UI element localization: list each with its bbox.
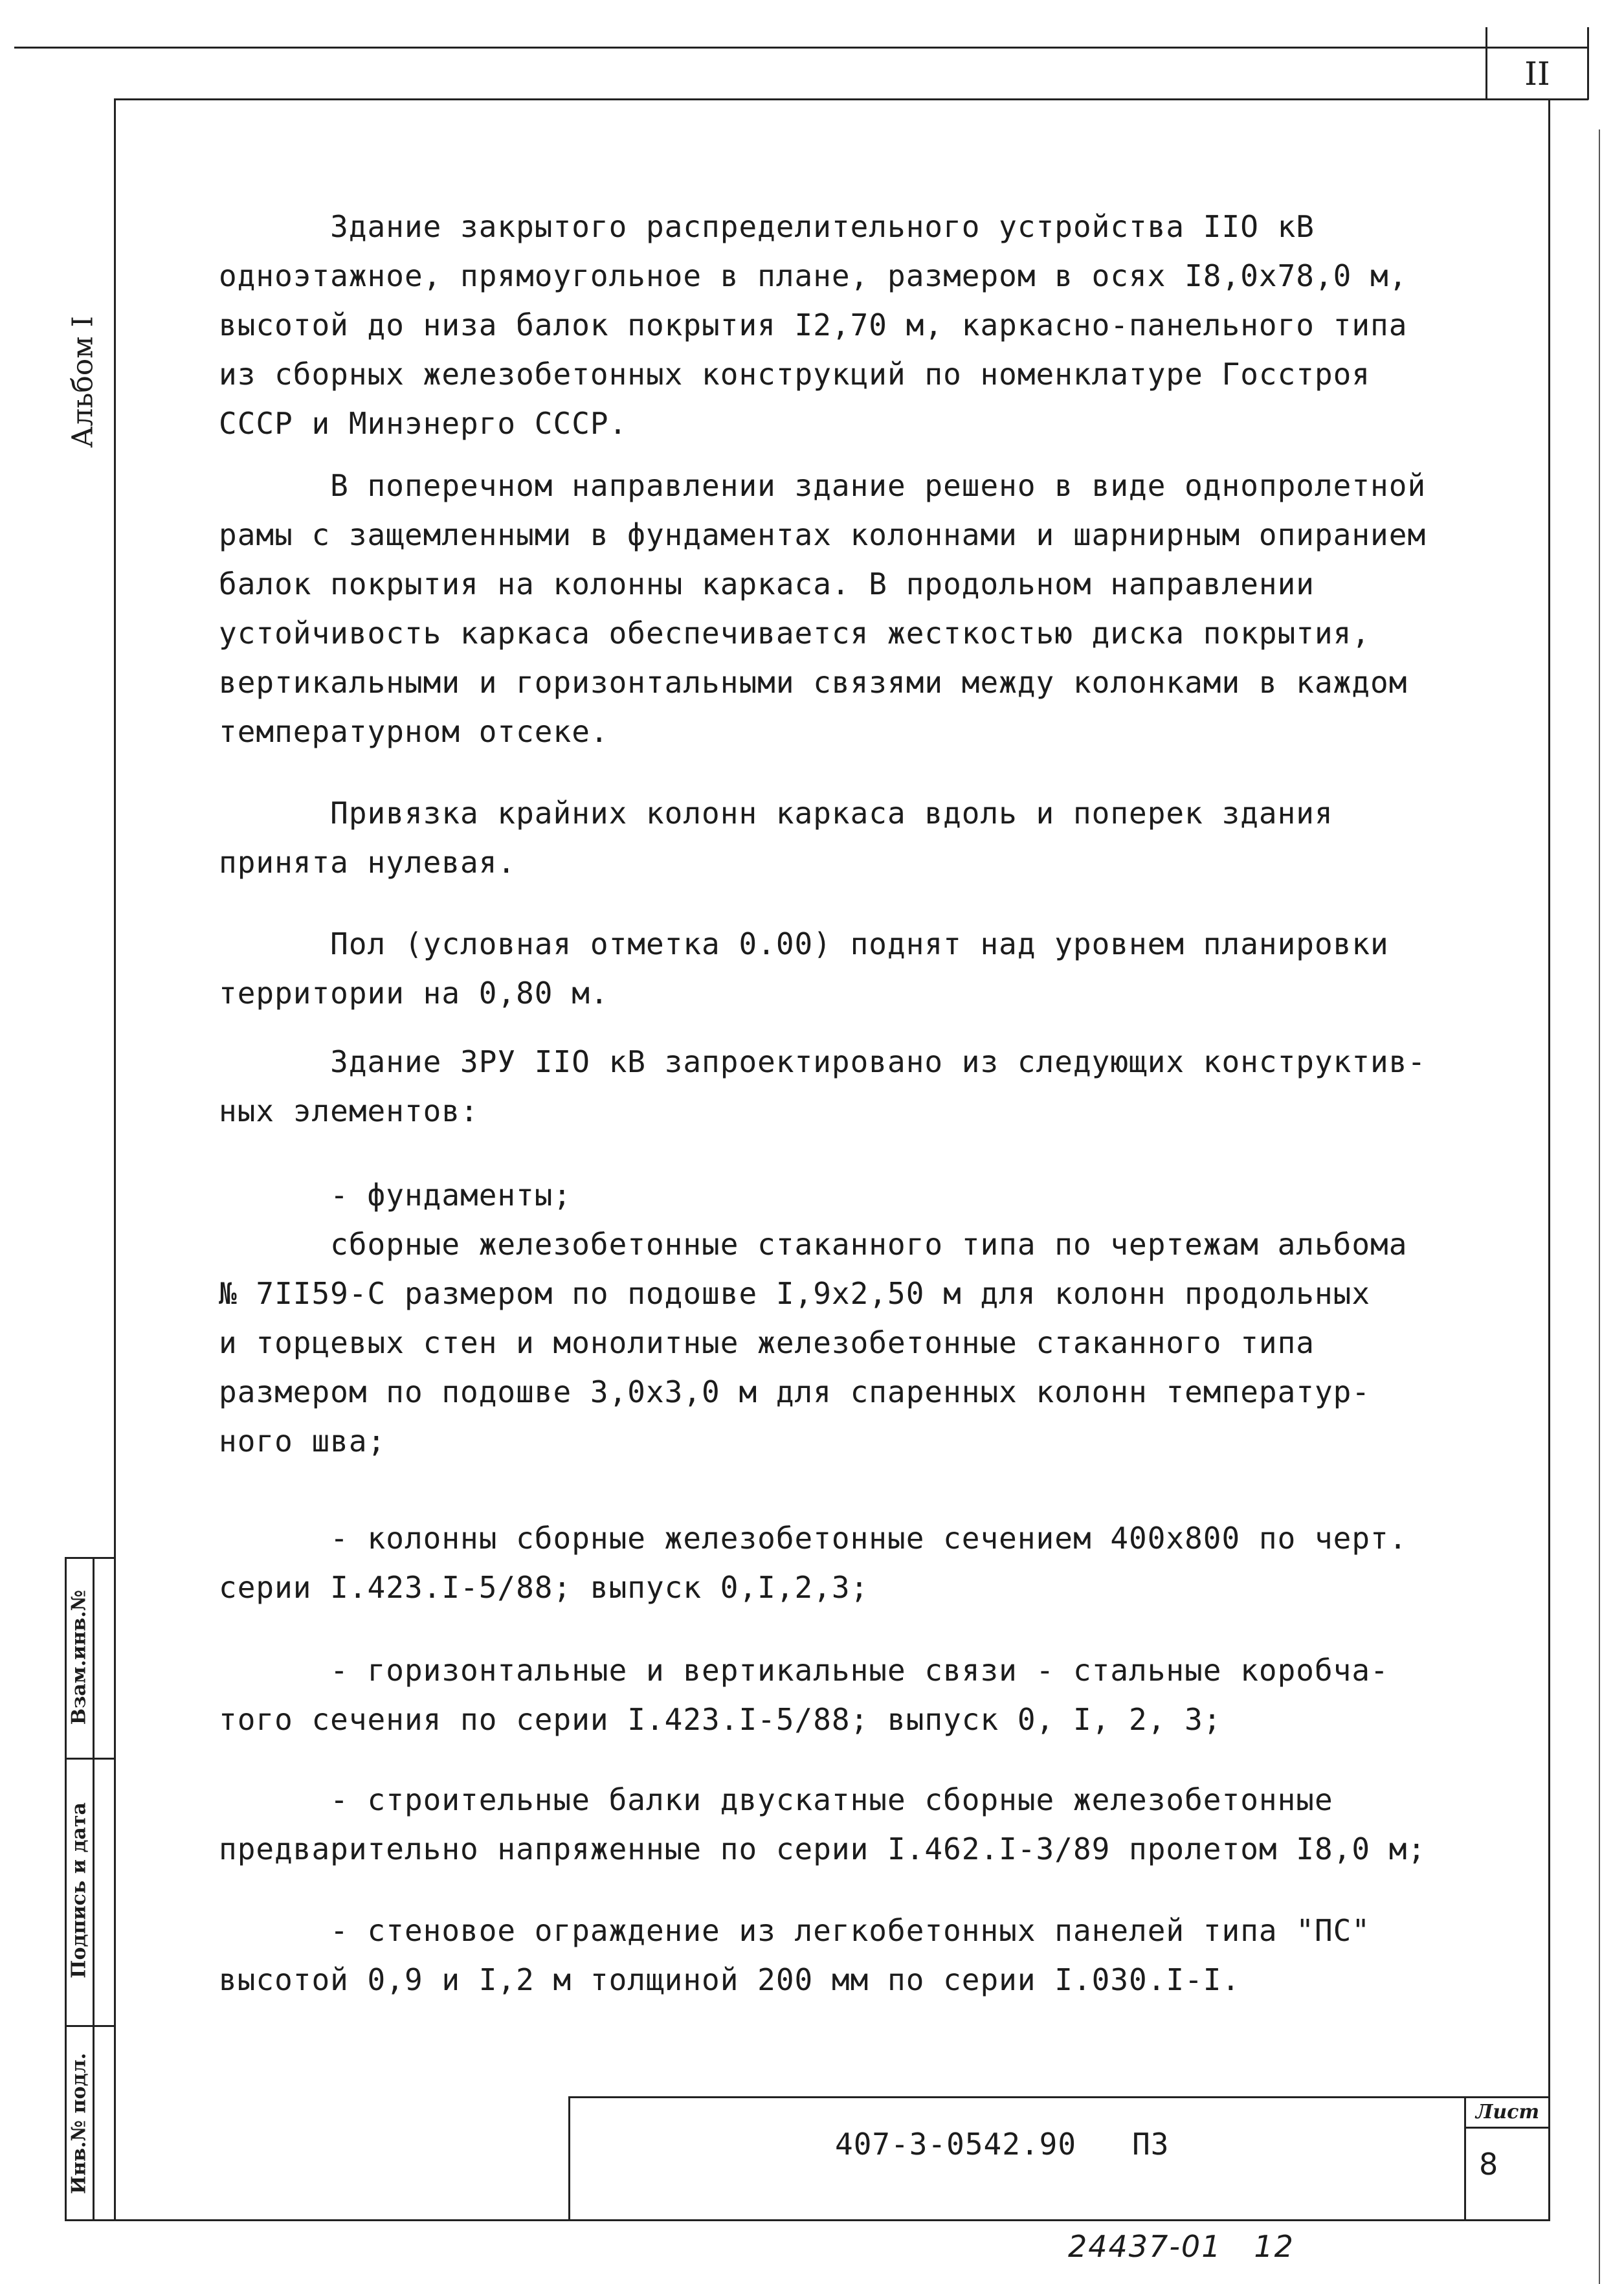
sheet-number: 8 bbox=[1479, 2147, 1498, 2182]
text-line: предварительно напряженные по серии I.462.I-3/89 пролетом I8,0 м; bbox=[219, 1831, 1427, 1866]
stamp-label-original-inv: Инв.№ подл. bbox=[67, 2052, 91, 2195]
text-line: Здание ЗРУ IIO кВ запроектировано из следующих конструктив- bbox=[219, 1044, 1427, 1079]
text-line: серии I.423.I-5/88; выпуск 0,I,2,3; bbox=[219, 1570, 869, 1605]
text-line: температурном отсеке. bbox=[219, 714, 609, 749]
text-line: сборные железобетонные стаканного типа по чертежам альбома bbox=[219, 1227, 1408, 1262]
text-line: высотой 0,9 и I,2 м толщиной 200 мм по серии I.030.I-I. bbox=[219, 1962, 1241, 1997]
text-line: высотой до низа балок покрытия I2,70 м, каркасно-панельного типа bbox=[219, 308, 1408, 342]
title-block-left bbox=[568, 2096, 570, 2221]
text-line: - стеновое ограждение из легкобетонных панелей типа "ПС" bbox=[219, 1913, 1371, 1948]
text-line: территории на 0,80 м. bbox=[219, 976, 609, 1011]
text-line: устойчивость каркаса обеспечивается жесткостью диска покрытия, bbox=[219, 616, 1371, 651]
text-line: СССР и Минэнерго СССР. bbox=[219, 406, 628, 441]
handwritten-inventory-number: 24437-01 12 bbox=[1068, 2229, 1295, 2264]
text-line: В поперечном направлении здание решено в виде однопролетной bbox=[219, 468, 1427, 503]
text-line: Пол (условная отметка 0.00) поднят над уровнем планировки bbox=[219, 926, 1389, 961]
text-line: Привязка крайних колонн каркаса вдоль и поперек здания bbox=[219, 796, 1333, 831]
text-line: одноэтажное, прямоугольное в плане, размером в осях I8,0x78,0 м, bbox=[219, 258, 1408, 293]
stamp-label-replacement-inv: Взам.инв.№ bbox=[67, 1589, 91, 1725]
inner-frame-right bbox=[1548, 98, 1550, 2221]
text-line: того сечения по серии I.423.I-5/88; выпуск 0, I, 2, 3; bbox=[219, 1702, 1222, 1737]
sheet-label: Лист bbox=[1475, 2101, 1540, 2123]
text-line: Здание закрытого распределительного устройства IIO кВ bbox=[219, 209, 1315, 244]
album-label: Альбом I bbox=[66, 316, 100, 448]
text-line: № 7II59-С размером по подошве I,9x2,50 м для колонн продольных bbox=[219, 1276, 1371, 1311]
top-border-line bbox=[14, 47, 1588, 49]
text-line: вертикальными и горизонтальными связями между колонками в каждом bbox=[219, 665, 1408, 700]
text-line: ного шва; bbox=[219, 1424, 386, 1459]
text-line: - горизонтальные и вертикальные связи - стальные коробча- bbox=[219, 1653, 1389, 1688]
side-stamp-div1 bbox=[65, 1758, 116, 1760]
text-line: размером по подошве 3,0x3,0 м для спаренных колонн температур- bbox=[219, 1374, 1371, 1409]
side-stamp-top bbox=[65, 1557, 116, 1559]
text-line: - колонны сборные железобетонные сечением 400x800 по черт. bbox=[219, 1521, 1408, 1556]
text-line: рамы с защемленными в фундаментах колоннами и шарнирным опиранием bbox=[219, 517, 1427, 552]
side-stamp-outer-left bbox=[65, 1557, 67, 2221]
side-stamp-inner bbox=[93, 1557, 95, 2221]
corner-box-right bbox=[1587, 27, 1589, 100]
text-line: - строительные балки двускатные сборные железобетонные bbox=[219, 1782, 1333, 1817]
stamp-label-signature-date: Подпись и дата bbox=[67, 1802, 91, 1978]
text-line: принята нулевая. bbox=[219, 845, 517, 880]
text-line: и торцевых стен и монолитные железобетонные стаканного типа bbox=[219, 1325, 1315, 1360]
corner-page-number: II bbox=[1524, 54, 1550, 93]
right-margin-line bbox=[1599, 129, 1600, 2284]
text-line: - фундаменты; bbox=[219, 1178, 572, 1213]
text-line: балок покрытия на колонны каркаса. В продольном направлении bbox=[219, 566, 1315, 601]
title-block-top bbox=[568, 2096, 1550, 2098]
text-line: ных элементов: bbox=[219, 1093, 479, 1128]
document-code: 407-3-0542.90 ПЗ bbox=[835, 2127, 1170, 2162]
inner-frame-bottom bbox=[65, 2219, 1550, 2221]
side-stamp-div2 bbox=[65, 2025, 116, 2027]
inner-frame-left bbox=[114, 98, 116, 2221]
inner-frame-top bbox=[114, 98, 1588, 100]
text-line: из сборных железобетонных конструкций по номенклатуре Госстроя bbox=[219, 357, 1371, 392]
